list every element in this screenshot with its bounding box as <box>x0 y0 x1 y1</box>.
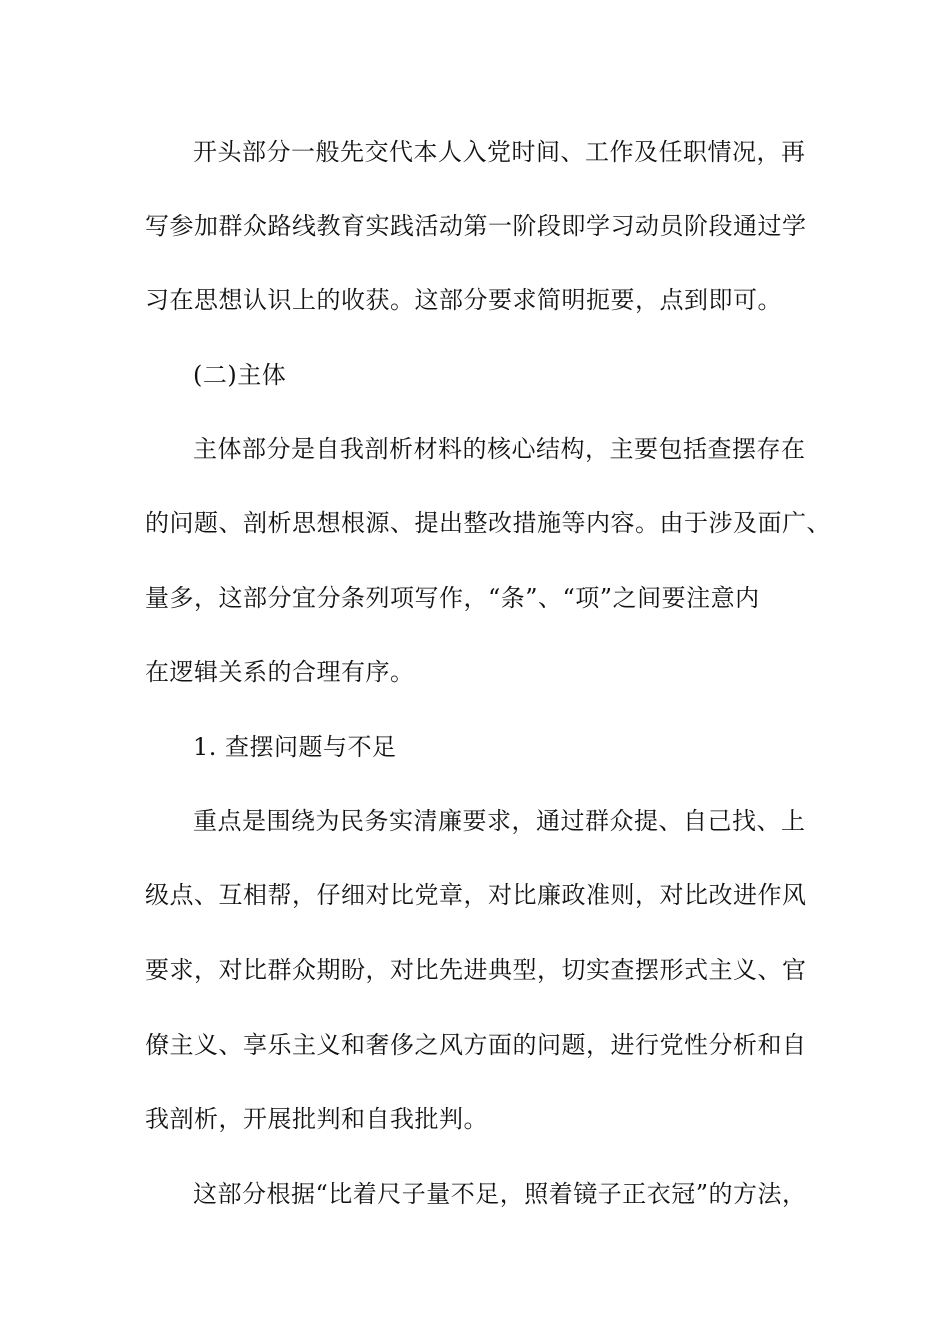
paragraph-line: 在逻辑关系的合理有序。 <box>145 658 415 686</box>
paragraph-line: 僚主义、享乐主义和奢侈之风方面的问题，进行党性分析和自 <box>145 1031 807 1059</box>
section-heading: (二)主体 <box>193 361 287 389</box>
paragraph-line: 习在思想认识上的收获。这部分要求简明扼要，点到即可。 <box>145 286 782 314</box>
paragraph-line: 量多，这部分宜分条列项写作，“条”、“项”之间要注意内 <box>145 584 760 612</box>
paragraph-line: 主体部分是自我剖析材料的核心结构，主要包括查摆存在 <box>193 435 806 463</box>
paragraph-line: 这部分根据“比着尺子量不足，照着镜子正衣冠”的方法， <box>193 1180 807 1208</box>
paragraph-line: 的问题、剖析思想根源、提出整改措施等内容。由于涉及面广、 <box>145 509 831 537</box>
paragraph-line: 写参加群众路线教育实践活动第一阶段即学习动员阶段通过学 <box>145 212 807 240</box>
paragraph-line: 我剖析，开展批判和自我批判。 <box>145 1105 488 1133</box>
paragraph-line: 开头部分一般先交代本人入党时间、工作及任职情况，再 <box>193 138 806 166</box>
paragraph-line: 级点、互相帮，仔细对比党章，对比廉政准则，对比改进作风 <box>145 881 807 909</box>
subsection-heading: 1. 查摆问题与不足 <box>193 733 397 761</box>
paragraph-line: 要求，对比群众期盼，对比先进典型，切实查摆形式主义、官 <box>145 956 807 984</box>
paragraph-line: 重点是围绕为民务实清廉要求，通过群众提、自己找、上 <box>193 807 806 835</box>
